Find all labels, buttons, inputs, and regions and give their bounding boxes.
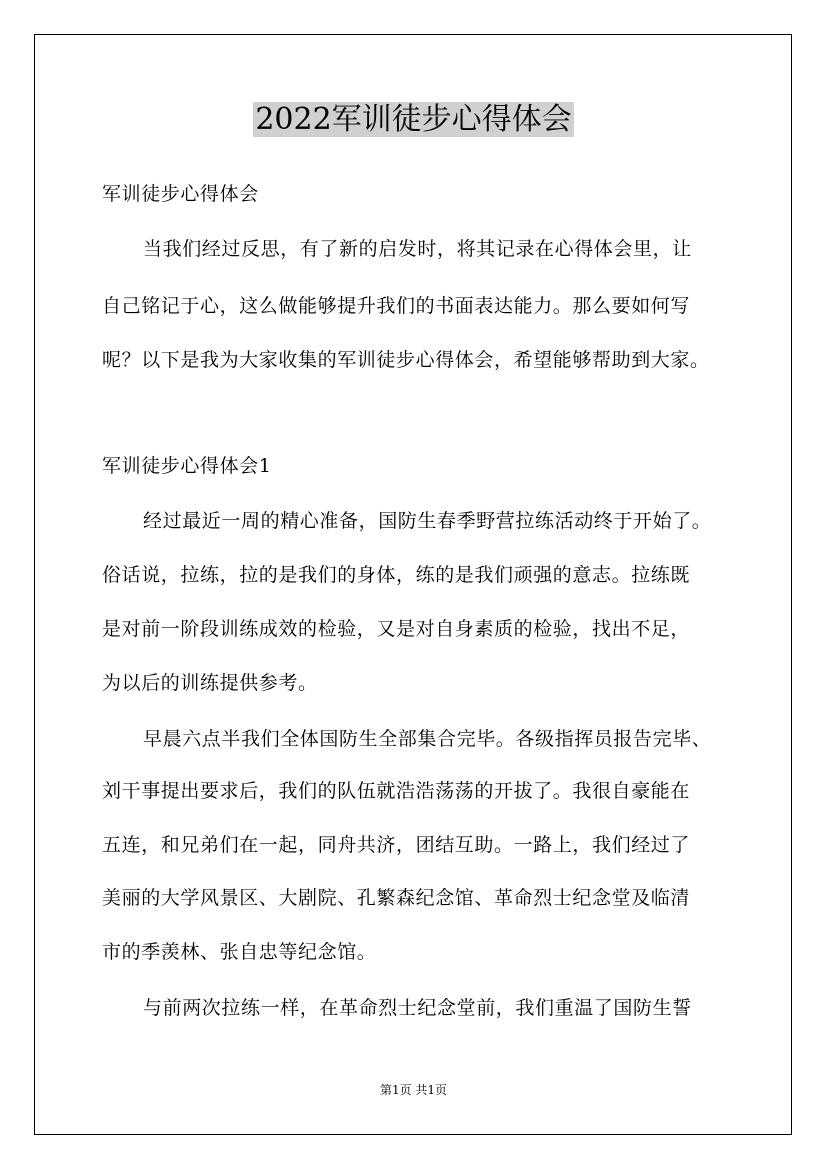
paragraph-line: 刘干事提出要求后，我们的队伍就浩浩荡荡的开拔了。我很自豪能在	[102, 780, 691, 802]
document-title-text: 2022军训徒步心得体会	[255, 102, 572, 137]
paragraph-line: 自己铭记于心，这么做能够提升我们的书面表达能力。那么要如何写	[102, 295, 691, 317]
document-title	[0, 100, 827, 140]
paragraph-line: 为以后的训练提供参考。	[102, 672, 318, 694]
paragraph-line: 早晨六点半我们全体国防生全部集合完毕。各级指挥员报告完毕、	[143, 728, 712, 750]
paragraph-line: 当我们经过反思，有了新的启发时，将其记录在心得体会里，让	[143, 238, 692, 260]
page-footer: 第1页 共1页	[379, 1083, 448, 1097]
section-heading: 军训徒步心得体会	[102, 183, 259, 205]
paragraph-line: 市的季羡林、张自忠等纪念馆。	[102, 941, 377, 963]
paragraph-line: 呢？以下是我为大家收集的军训徒步心得体会，希望能够帮助到大家。	[102, 349, 710, 371]
section-heading: 军训徒步心得体会1	[102, 455, 272, 477]
paragraph-line: 五连，和兄弟们在一起，同舟共济，团结互助。一路上，我们经过了	[102, 834, 691, 856]
paragraph-line: 是对前一阶段训练成效的检验，又是对自身素质的检验，找出不足，	[102, 618, 691, 640]
paragraph-line: 俗话说，拉练，拉的是我们的身体，练的是我们顽强的意志。拉练既	[102, 564, 691, 586]
paragraph-line: 与前两次拉练一样，在革命烈士纪念堂前，我们重温了国防生誓	[143, 997, 692, 1019]
paragraph-line: 经过最近一周的精心准备，国防生春季野营拉练活动终于开始了。	[143, 510, 712, 532]
paragraph-line: 美丽的大学风景区、大剧院、孔繁森纪念馆、革命烈士纪念堂及临清	[102, 887, 691, 909]
